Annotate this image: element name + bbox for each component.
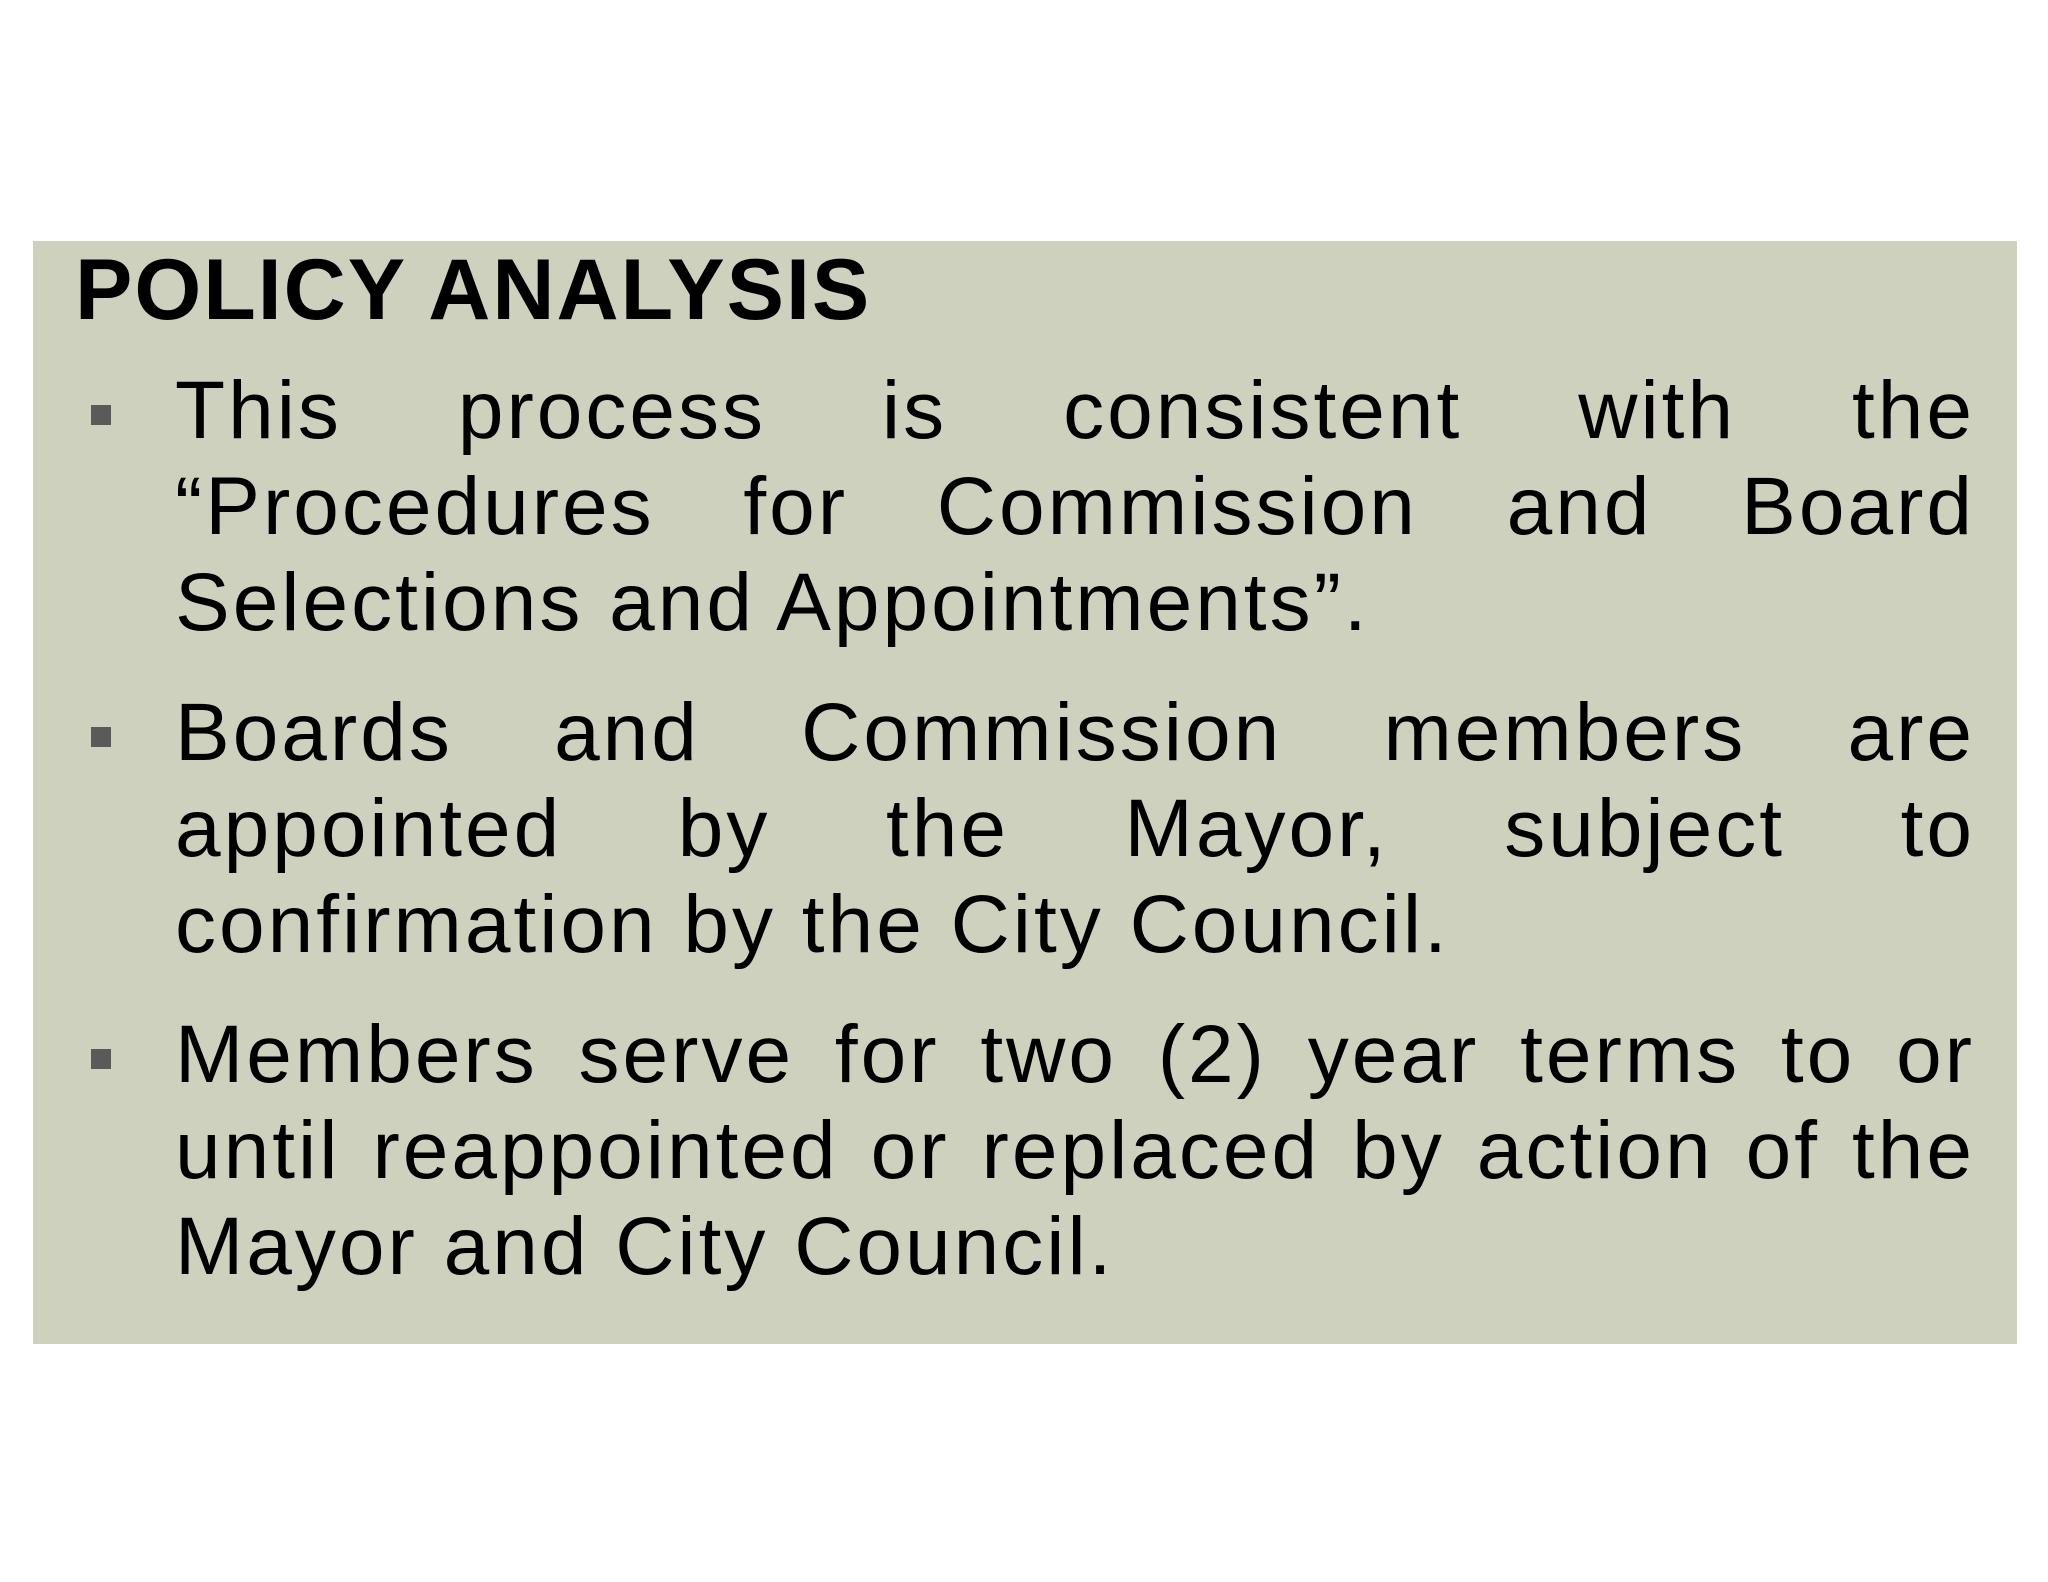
slide-title: POLICY ANALYSIS	[75, 242, 872, 338]
bullet-text: This process is consistent with the “Procedures for Commission and Board Selections and Appointments”.	[175, 365, 1975, 648]
bullet-text: Boards and Commission members are appointed by the Mayor, subject to confirmation by the City Council.	[175, 687, 1975, 970]
square-bullet-icon	[91, 1049, 111, 1069]
bullet-text: Members serve for two (2) year terms to or until reappointed or replaced by action of the Mayor and City Council.	[175, 1009, 1975, 1292]
bullet-list	[33, 241, 2017, 1344]
content-panel	[33, 241, 2017, 1344]
square-bullet-icon	[91, 727, 111, 747]
square-bullet-icon	[91, 405, 111, 425]
